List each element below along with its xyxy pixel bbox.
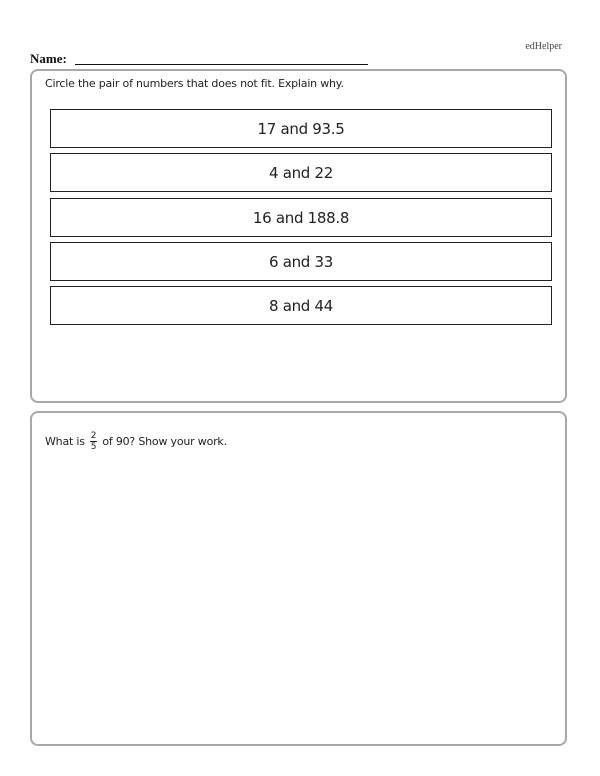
question-2-suffix: of 90? Show your work. bbox=[102, 435, 227, 448]
question-2-prefix: What is bbox=[45, 435, 85, 448]
answer-option-2[interactable]: 4 and 22 bbox=[50, 153, 552, 192]
question-1-prompt: Circle the pair of numbers that does not fit. Explain why. bbox=[45, 77, 344, 90]
brand-label: edHelper bbox=[525, 41, 562, 52]
fraction-numerator: 2 bbox=[90, 431, 97, 441]
question-1-panel bbox=[30, 69, 567, 403]
answer-option-5[interactable]: 8 and 44 bbox=[50, 286, 552, 325]
answer-option-3[interactable]: 16 and 188.8 bbox=[50, 198, 552, 237]
name-input-line[interactable] bbox=[75, 64, 368, 65]
name-label: Name: bbox=[30, 51, 67, 66]
question-2-panel[interactable] bbox=[30, 411, 567, 746]
answer-option-1[interactable]: 17 and 93.5 bbox=[50, 109, 552, 148]
answer-option-4[interactable]: 6 and 33 bbox=[50, 242, 552, 281]
fraction-denominator: 5 bbox=[90, 442, 97, 452]
fraction bbox=[90, 431, 98, 452]
question-2-prompt bbox=[45, 431, 227, 452]
